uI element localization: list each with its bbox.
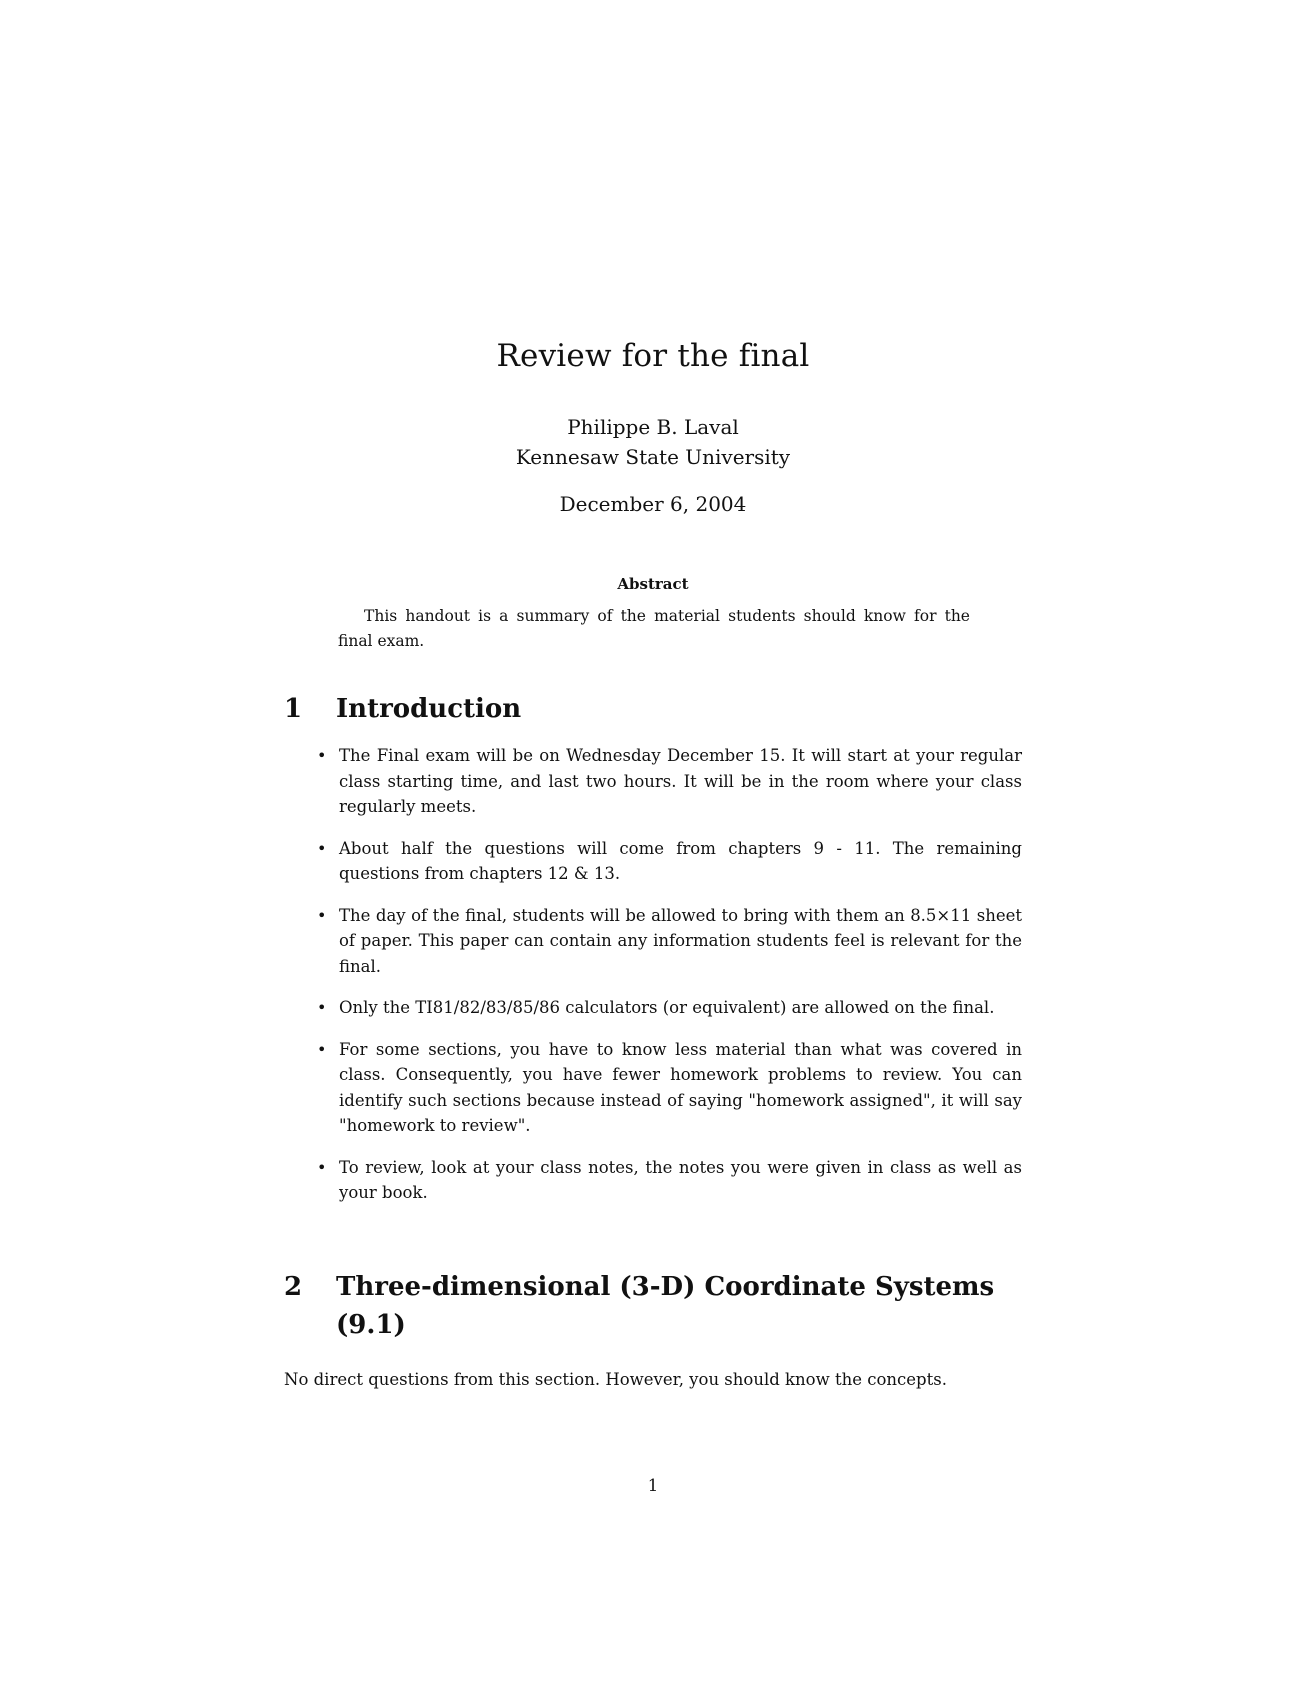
document-title: Review for the final [496,338,810,374]
bullet-icon: • [317,998,327,1017]
section-number: 2 [284,1272,303,1302]
bullet-icon: • [317,746,327,765]
bullet-icon: • [317,838,327,858]
list-item [312,743,1022,820]
bullet-icon: • [317,1039,327,1059]
author-name: Philippe B. Laval [567,415,739,439]
list-item [312,903,1022,980]
introduction-list [312,743,1022,1222]
list-item-text: For some sections, you have to know less material than what was covered in class. Consequently, you have fewer homework problems to review. You can identify such sections because instead of saying "homework assigned", it will say "homework to review". [339,1039,1022,1135]
section-title: Introduction [336,694,522,724]
abstract-text: This handout is a summary of the material students should know for the final exam. [338,607,970,650]
list-item-text: The Final exam will be on Wednesday December 15. It will start at your regular class starting time, and last two hours. It will be in the room where your class regularly meets. [339,746,1022,816]
section-number: 1 [284,694,303,724]
list-item-text: Only the TI81/82/83/85/86 calculators (or equivalent) are allowed on the final. [339,998,995,1017]
list-item-text: To review, look at your class notes, the notes you were given in class as well as your book. [339,1157,1022,1202]
list-item-text: The day of the final, students will be allowed to bring with them an 8.5×11 sheet of paper. This paper can contain any information students feel is relevant for the final. [339,905,1022,976]
abstract-heading: Abstract [617,575,689,593]
list-item [312,1037,1022,1139]
section-heading-coordinate-systems [284,1268,1024,1344]
document-date: December 6, 2004 [559,492,747,516]
author-affiliation: Kennesaw State University [515,445,791,469]
bullet-icon: • [317,905,327,925]
author-block [0,412,1306,472]
section-title: Three-dimensional (3-D) Coordinate Systems (9.1) [336,1272,995,1340]
list-item [312,995,1022,1021]
page-number: 1 [647,1476,659,1495]
section-heading-introduction [284,690,1024,728]
bullet-icon: • [317,1157,327,1177]
section-paragraph: No direct questions from this section. However, you should know the concepts. [284,1370,947,1389]
list-item [312,836,1022,887]
list-item [312,1155,1022,1206]
list-item-text: About half the questions will come from chapters 9 - 11. The remaining questions from chapters 12 & 13. [339,838,1022,883]
